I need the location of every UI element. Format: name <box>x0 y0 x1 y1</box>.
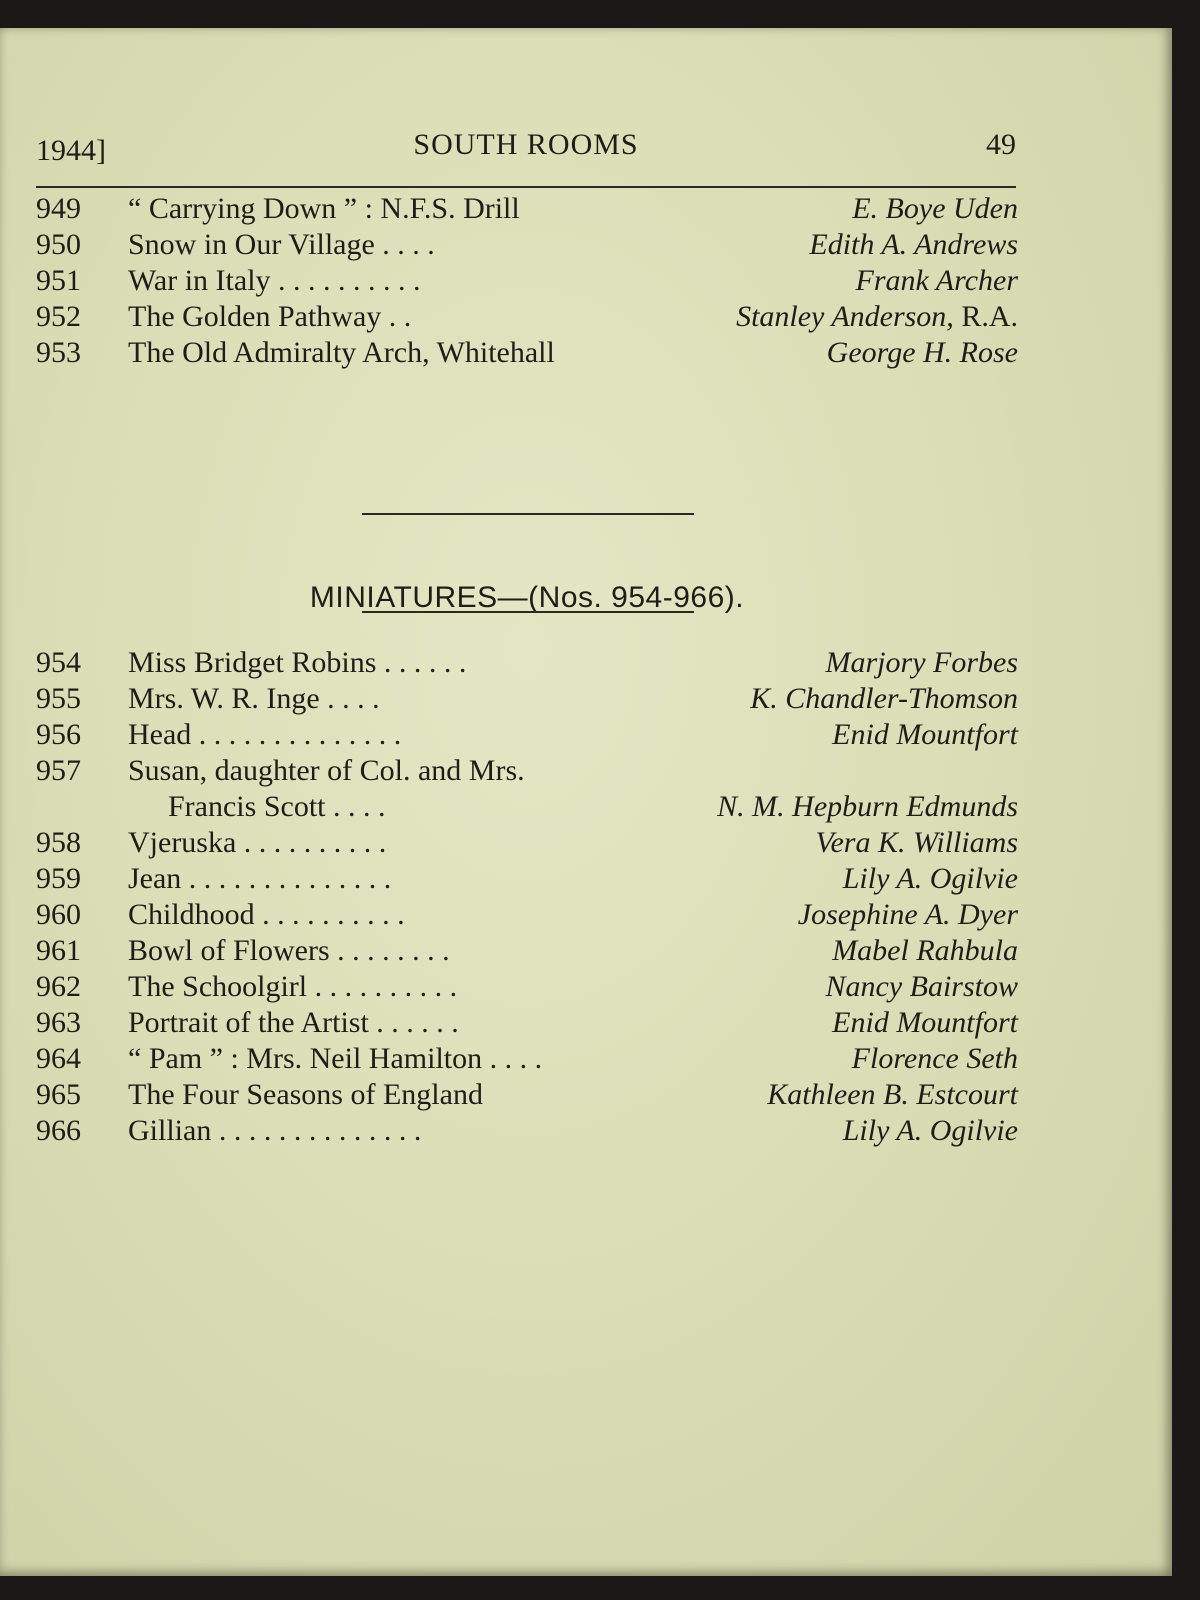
list-item <box>36 898 1018 934</box>
entry-artist: Marjory Forbes <box>825 646 1018 679</box>
list-item <box>36 336 1018 372</box>
entry-artist: Enid Mountfort <box>832 1006 1018 1039</box>
entry-title: Mrs. W. R. Inge . . . . <box>128 682 380 715</box>
south-rooms-list <box>36 192 1018 372</box>
entry-artist: E. Boye Uden <box>852 192 1018 225</box>
list-item <box>36 1114 1018 1150</box>
entry-title: Bowl of Flowers . . . . . . . . <box>128 934 450 967</box>
entry-title: The Old Admiralty Arch, Whitehall <box>128 336 555 369</box>
entry-title: Portrait of the Artist . . . . . . <box>128 1006 459 1039</box>
entry-number: 951 <box>36 264 81 297</box>
entry-title: Jean . . . . . . . . . . . . . . <box>128 862 392 895</box>
entry-number: 952 <box>36 300 81 333</box>
header-rule <box>36 186 1016 188</box>
header-title: SOUTH ROOMS <box>413 128 639 161</box>
entry-artist: Edith A. Andrews <box>809 228 1018 261</box>
entry-artist: Frank Archer <box>855 264 1018 297</box>
entry-artist: George H. Rose <box>826 336 1018 369</box>
miniatures-list <box>36 646 1018 1150</box>
list-item <box>36 228 1018 264</box>
list-item <box>36 826 1018 862</box>
entry-number: 962 <box>36 970 81 1003</box>
entry-artist: Mabel Rahbula <box>832 934 1018 967</box>
entry-title: Snow in Our Village . . . . <box>128 228 435 261</box>
header-year: 1944] <box>36 134 106 167</box>
entry-number: 950 <box>36 228 81 261</box>
entry-title: Childhood . . . . . . . . . . <box>128 898 405 931</box>
entry-title: Susan, daughter of Col. and Mrs. <box>128 754 525 787</box>
entry-number: 949 <box>36 192 81 225</box>
page-number: 49 <box>986 128 1016 161</box>
entry-title: The Golden Pathway . . <box>128 300 412 333</box>
entry-number: 964 <box>36 1042 81 1075</box>
entry-number: 966 <box>36 1114 81 1147</box>
entry-artist: N. M. Hepburn Edmunds <box>717 790 1018 823</box>
entry-number: 956 <box>36 718 81 751</box>
entry-number: 961 <box>36 934 81 967</box>
entry-artist: Enid Mountfort <box>832 718 1018 751</box>
list-item <box>36 862 1018 898</box>
entry-title: “ Carrying Down ” : N.F.S. Drill <box>128 192 520 225</box>
list-item <box>36 300 1018 336</box>
list-item <box>36 646 1018 682</box>
entry-number: 954 <box>36 646 81 679</box>
entry-number: 953 <box>36 336 81 369</box>
page-header <box>36 128 1016 168</box>
entry-title: The Four Seasons of England <box>128 1078 483 1111</box>
entry-artist: Lily A. Ogilvie <box>842 862 1018 895</box>
entry-artist: Nancy Bairstow <box>825 970 1018 1003</box>
entry-number: 959 <box>36 862 81 895</box>
entry-artist-suffix: R.A. <box>961 300 1018 333</box>
entry-artist: K. Chandler-Thomson <box>750 682 1018 715</box>
entry-artist: Florence Seth <box>851 1042 1018 1075</box>
entry-artist-group <box>736 300 1018 334</box>
list-item <box>36 682 1018 718</box>
entry-title: Gillian . . . . . . . . . . . . . . <box>128 1114 422 1147</box>
entry-artist: Kathleen B. Estcourt <box>767 1078 1018 1111</box>
list-item <box>36 264 1018 300</box>
list-item <box>36 934 1018 970</box>
entry-title: Head . . . . . . . . . . . . . . <box>128 718 402 751</box>
entry-artist: Stanley Anderson, <box>736 300 954 333</box>
entry-artist: Josephine A. Dyer <box>797 898 1018 931</box>
entry-number: 957 <box>36 754 81 787</box>
entry-number: 963 <box>36 1006 81 1039</box>
entry-number: 958 <box>36 826 81 859</box>
list-item <box>36 718 1018 754</box>
entry-title: The Schoolgirl . . . . . . . . . . <box>128 970 458 1003</box>
entry-artist: Vera K. Williams <box>815 826 1018 859</box>
section-heading: MINIATURES—(Nos. 954-966). <box>309 581 745 614</box>
entry-number: 955 <box>36 682 81 715</box>
list-item-continuation <box>36 790 1018 826</box>
list-item <box>36 970 1018 1006</box>
list-item <box>36 1078 1018 1114</box>
list-item <box>36 1006 1018 1042</box>
entry-artist: Lily A. Ogilvie <box>842 1114 1018 1147</box>
entry-number: 965 <box>36 1078 81 1111</box>
entry-title: War in Italy . . . . . . . . . . <box>128 264 421 297</box>
list-item <box>36 754 1018 790</box>
entry-title: Miss Bridget Robins . . . . . . <box>128 646 467 679</box>
section-rule-upper <box>362 513 694 515</box>
entry-number: 960 <box>36 898 81 931</box>
section-rule-lower <box>362 611 694 613</box>
entry-title: Vjeruska . . . . . . . . . . <box>128 826 387 859</box>
entry-title: “ Pam ” : Mrs. Neil Hamilton . . . . <box>128 1042 543 1075</box>
list-item <box>36 1042 1018 1078</box>
catalogue-page <box>0 28 1172 1576</box>
list-item <box>36 192 1018 228</box>
entry-title-continued: Francis Scott . . . . <box>168 790 386 823</box>
